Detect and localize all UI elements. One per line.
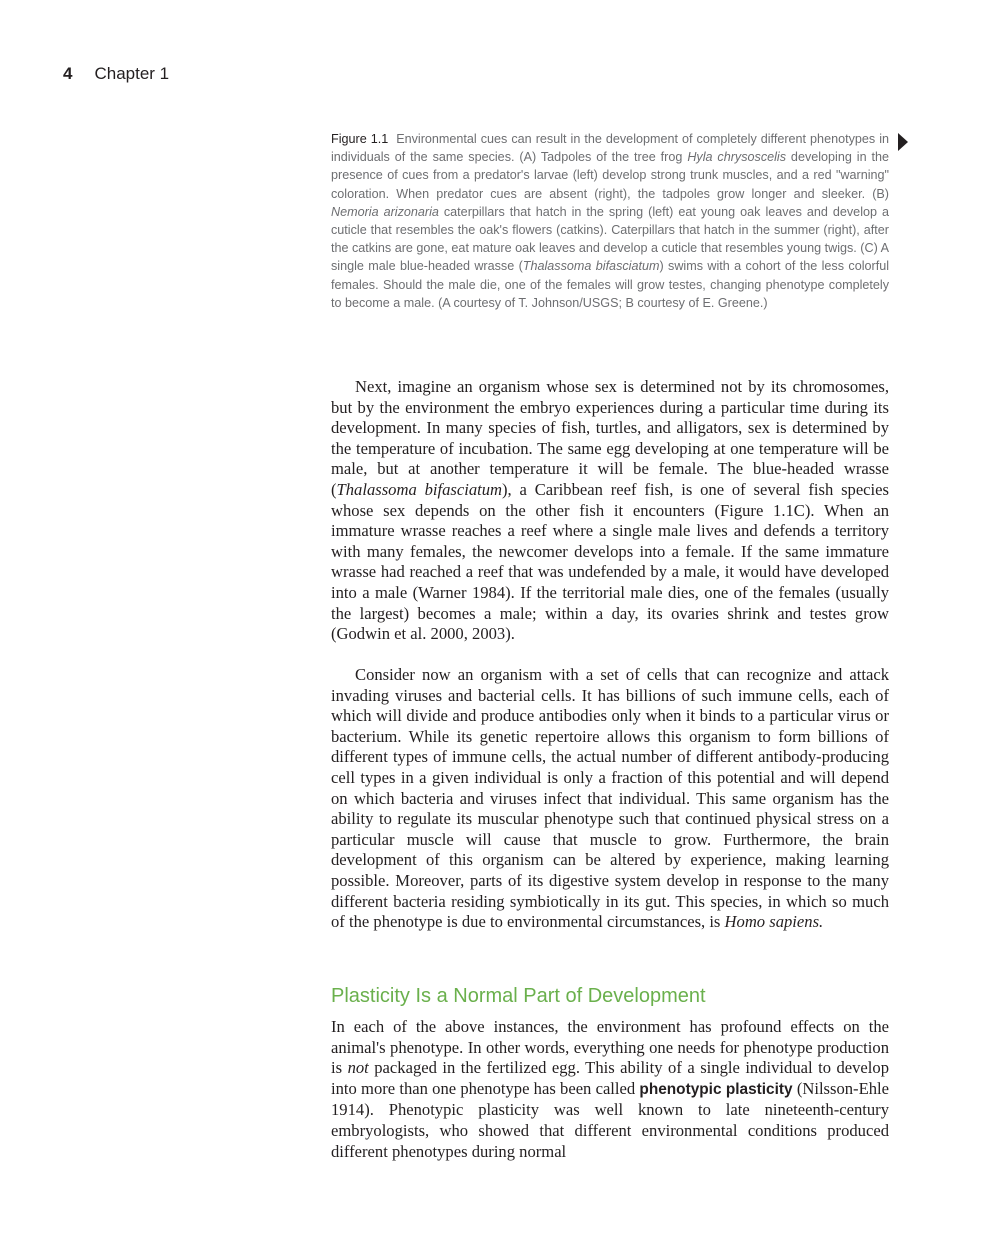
running-head <box>63 64 169 84</box>
body-text: ), a Caribbean reef fish, is one of several fish species whose sex depends on the other fish it encounters (Figure 1.1C). When an immature wrasse reaches a reef where a single male lives and defends a territory with many females, the newcomer develops into a female. If the same immature wrasse had reached a reef that was undefended by a male, it would have developed into a male (Warner 1984). If the territorial male dies, one of the females (usually the largest) becomes a male; within a day, its ovaries shrink and testes grow (Godwin et al. 2000, 2003). <box>331 479 889 644</box>
page-number: 4 <box>63 64 73 83</box>
species-name: Thalassoma bifasciatum <box>336 479 503 499</box>
body-text: Next, imagine an organism whose sex is determined not by its chromosomes, but by the environment the embryo experiences during a particular time during its development. In many species of fish, turtles, and alligators, sex is determined by the temperature of incubation. The same egg developing at one temperature will be male, but at another temperature it will be female. The blue-headed wrasse ( <box>331 377 889 499</box>
caption-text: caterpillars that hatch in the spring (left) eat young oak leaves and develop a cuticle that resembles the oak's flowers (catkins). Caterpillars that hatch in the summer (right), after the catkins are gone, eat mature oak leaves and develop a cuticle that resembles young twigs. (C) A single male blue-headed wrasse ( <box>331 204 889 274</box>
chapter-title: Chapter 1 <box>94 64 170 83</box>
body-text: (Nilsson-Ehle 1914). Phenotypic plasticity was well known to late nineteenth-century embryologists, who showed that different environmental conditions produced different phenotypes during normal <box>331 1078 889 1161</box>
body-paragraph <box>331 377 889 645</box>
species-name: Thalassoma bifasciatum <box>522 259 660 274</box>
figure-label: Figure 1.1 <box>331 132 389 146</box>
body-text: packaged in the fertilized egg. This ability of a single individual to develop into more than one phenotype has been called <box>331 1058 890 1098</box>
figure-caption <box>331 130 889 312</box>
emphasis: not <box>347 1058 369 1078</box>
figure-pointer-arrow-icon <box>898 133 908 151</box>
section-heading: Plasticity Is a Normal Part of Development <box>331 985 706 1007</box>
body-paragraph <box>331 1017 889 1162</box>
key-term: phenotypic plasticity <box>639 1080 793 1098</box>
caption-text: Environmental cues can result in the development of completely different phenotypes in individuals of the same species. (A) Tadpoles of the tree frog <box>331 132 890 165</box>
species-name: Homo sapiens. <box>724 912 824 932</box>
body-text: In each of the above instances, the environment has profound effects on the animal's phenotype. In other words, everything one needs for phenotype production is <box>331 1017 889 1078</box>
body-paragraph <box>331 665 889 933</box>
body-text: Consider now an organism with a set of cells that can recognize and attack invading viruses and bacterial cells. It has billions of such immune cells, each of which will divide and produce antibodies only when it binds to a particular virus or bacterium. While its genetic repertoire allows this organism to form billions of different types of immune cells, the actual number of different antibody-producing cell types in a given individual is only a fraction of this potential and will depend on which bacteria and viruses infect that individual. This same organism has the ability to regulate its muscular phenotype such that continued physical stress on a particular muscle will cause that muscle to grow. Furthermore, the brain development of this organism can be altered by experience, making learning possible. Moreover, parts of its digestive system develop in response to the many different bacteria residing symbiotically in its gut. This species, in which so much of the phenotype is due to environmental circumstances, is <box>331 665 889 932</box>
species-name: Hyla chrysoscelis <box>687 150 787 165</box>
caption-text: ) swims with a cohort of the less colorful females. Should the male die, one of the females will grow testes, changing phenotype completely to become a male. (A courtesy of T. Johnson/USGS; B courtesy of E. Greene.) <box>331 259 889 310</box>
species-name: Nemoria arizonaria <box>331 204 439 219</box>
caption-text: developing in the presence of cues from a predator's larvae (left) develop strong trunk muscles, and a red "warning" coloration. When predator cues are absent (right), the tadpoles grow longer and sleeker. (B) <box>331 150 890 201</box>
